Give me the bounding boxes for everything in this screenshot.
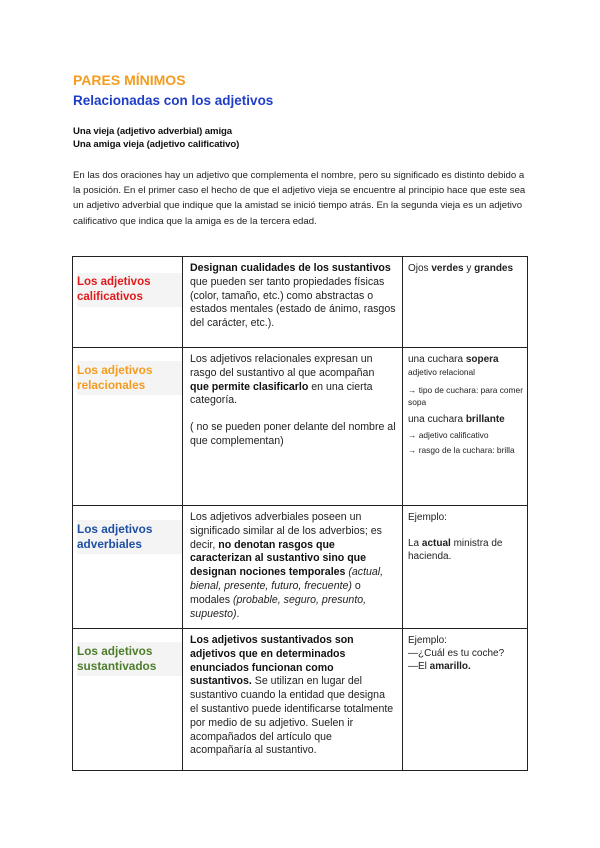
label-cell [73, 348, 183, 506]
example-calificativos: Ojos verdes y grandes [408, 263, 514, 274]
table-row-sustantivados [73, 629, 528, 771]
description-cell [183, 257, 403, 348]
intro-paragraph [73, 168, 529, 229]
label-cell [73, 506, 183, 629]
description-sustantivados: Los adjetivos sustantivados son adjetivos que en determinados enunciados funcionan como sustantivos. Se utilizan en lugar del sustantivo cuando la entidad que designa el sustantivo puede identificarse totalmente por medio de su adjetivo. Suelen ir acompañados del artículo que acompañaría al sustantivo. [190, 634, 394, 757]
table-row-adverbiales [73, 506, 528, 629]
example-cell [403, 257, 528, 348]
example-cell [403, 629, 528, 771]
table-row-calificativos [73, 257, 528, 348]
description-cell [183, 629, 403, 771]
description-calificativos: Designan cualidades de los sustantivos que pueden ser tanto propiedades físicas (color, tamaño, etc.) como abstractas o estados mentales (estado de ánimo, rasgos del carácter, etc.). [190, 262, 396, 330]
example-sentence-2: Una amiga vieja (adjetivo calificativo) [73, 139, 240, 150]
description-adverbiales: Los adjetivos adverbiales poseen un significado similar al de los adverbios; es decir, no denotan rasgos que caracterizan al sustantivo sino que designan nociones temporales (actual, bienal, presente, futuro, frecuente) o modales (probable, seguro, presunto, supuesto). [190, 511, 384, 620]
description-cell [183, 348, 403, 506]
example-cell [403, 506, 528, 629]
page-title: PARES MÍNIMOS [73, 72, 186, 88]
table-row-relacionales [73, 348, 528, 506]
label-cell [73, 257, 183, 348]
label-adverbiales: Los adjetivos adverbiales [77, 520, 182, 554]
page-subtitle: Relacionadas con los adjetivos [73, 93, 274, 108]
example-sustantivados: Ejemplo: —¿Cuál es tu coche? —El amarillo. [408, 635, 505, 672]
description-cell [183, 506, 403, 629]
description-relacionales-note: ( no se pueden poner delante del nombre al que complementan) [190, 421, 396, 447]
example-adverbiales: Ejemplo: La actual ministra de hacienda. [408, 512, 503, 562]
label-calificativos: Los adjetivos calificativos [77, 273, 182, 307]
label-sustantivados: Los adjetivos sustantivados [77, 642, 182, 676]
example-relacionales: una cuchara sopera adjetivo relacional → tipo de cuchara: para comer sopa una cuchara brillante → adjetivo calificativo → rasgo de la cuchara: brilla [408, 354, 523, 455]
example-cell [403, 348, 528, 506]
label-cell [73, 629, 183, 771]
intro-text: En las dos oraciones hay un adjetivo que complementa el nombre, pero su significado es distinto debido a la posición. En el primer caso el hecho de que el adjetivo vieja se encuentre al principio hace que este sea un adjetivo adverbial que indique que la amistad se inició tiempo atrás. En la segunda vieja es un adjetivo calificativo que indica que la amiga es de la tercera edad. [73, 170, 526, 227]
label-relacionales: Los adjetivos relacionales [77, 361, 182, 395]
example-sentence-1: Una vieja (adjetivo adverbial) amiga [73, 126, 233, 137]
description-relacionales: Los adjetivos relacionales expresan un rasgo del sustantivo al que acompañan que permite clasificarlo en una cierta categoría. [190, 353, 375, 407]
adjectives-table [72, 256, 528, 771]
